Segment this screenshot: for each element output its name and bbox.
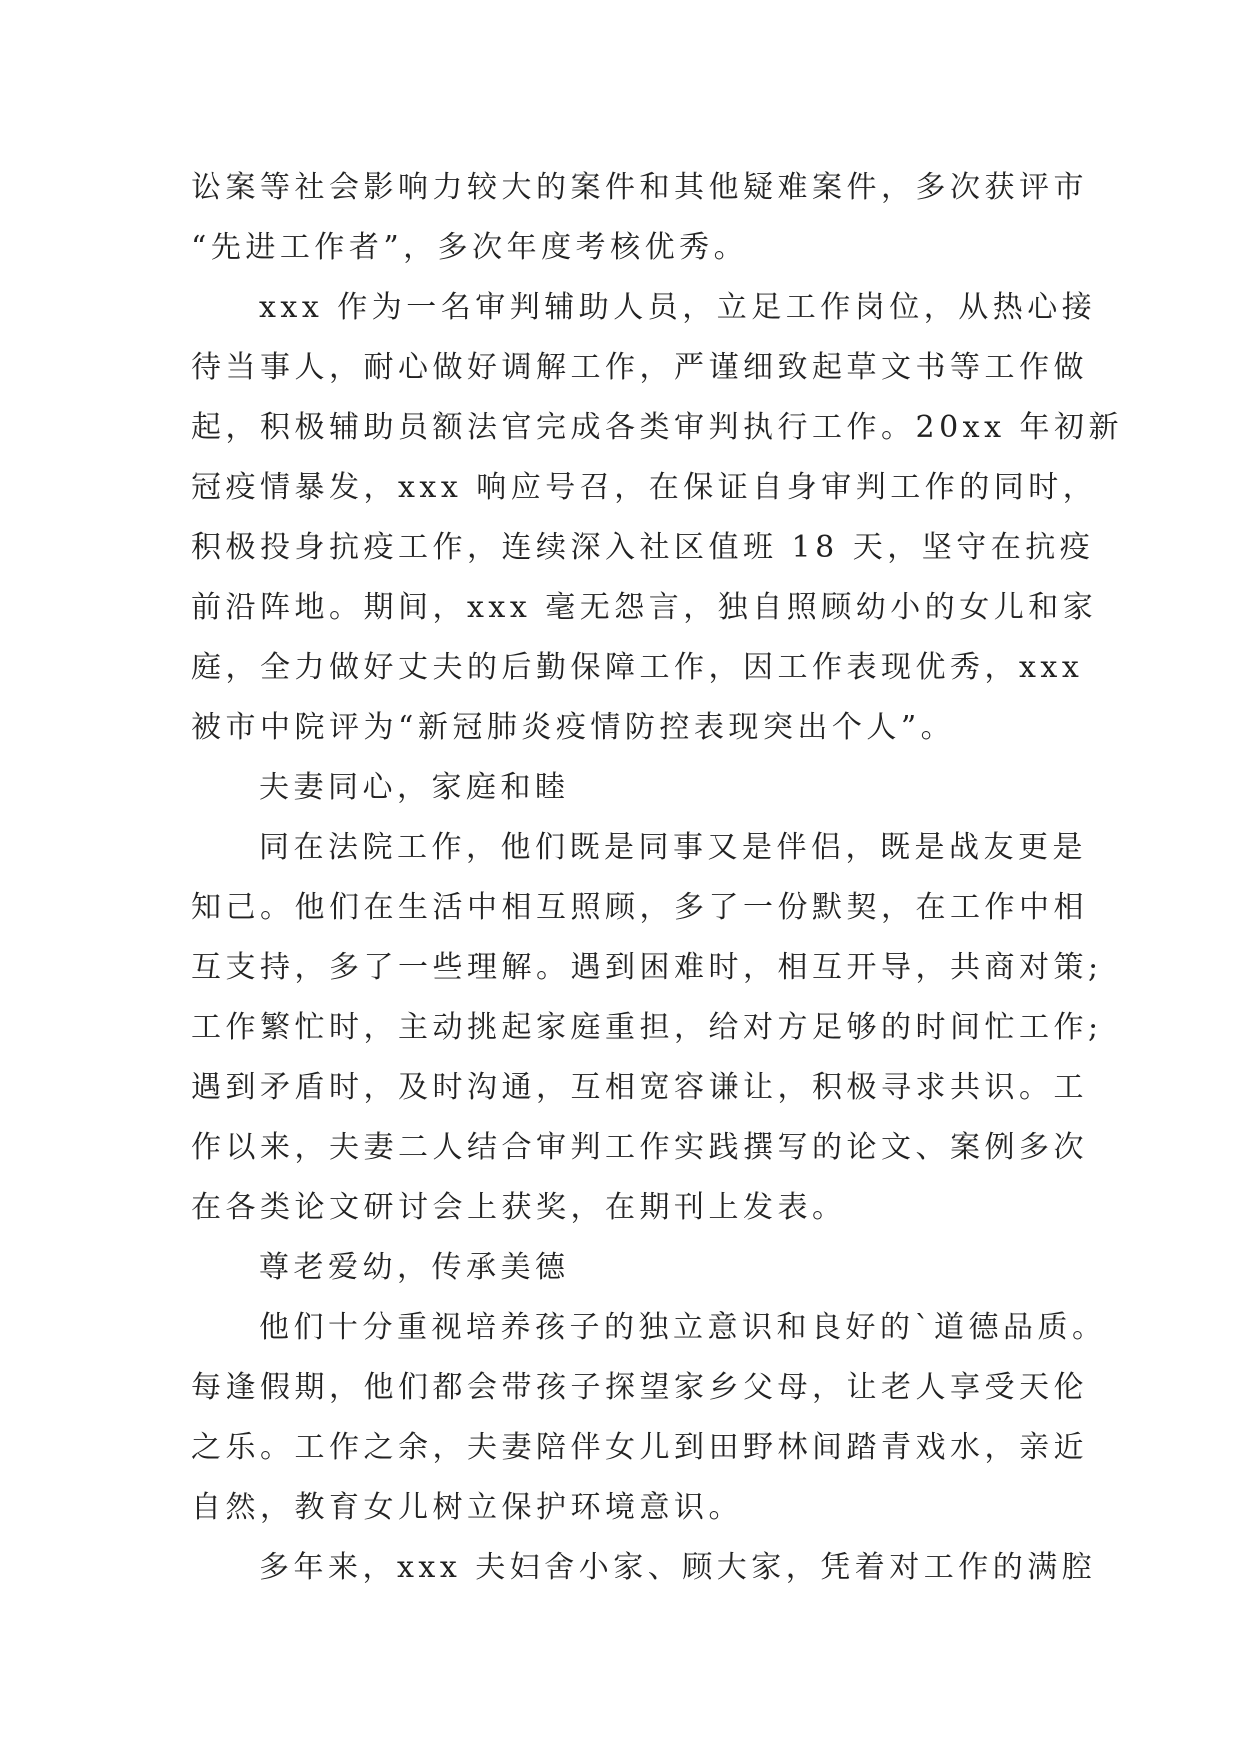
text-line: 庭，全力做好丈夫的后勤保障工作，因工作表现优秀，xxx xyxy=(191,650,1084,685)
text-line: 起，积极辅助员额法官完成各类审判执行工作。20xx 年初新 xyxy=(191,410,1124,445)
text-line: 在各类论文研讨会上获奖，在期刊上发表。 xyxy=(191,1190,847,1225)
document-body-text xyxy=(191,158,1124,1598)
text-line: 冠疫情暴发，xxx 响应号召，在保证自身审判工作的同时， xyxy=(191,470,1098,505)
text-line: 夫妻同心，家庭和睦 xyxy=(259,770,570,805)
text-line: 每逢假期，他们都会带孩子探望家乡父母，让老人享受天伦 xyxy=(191,1370,1088,1405)
text-line: 他们十分重视培养孩子的独立意识和良好的`道德品质。 xyxy=(259,1310,1107,1345)
text-line: 知己。他们在生活中相互照顾，多了一份默契，在工作中相 xyxy=(191,890,1088,925)
text-line: 讼案等社会影响力较大的案件和其他疑难案件，多次获评市 xyxy=(191,170,1088,205)
text-line: 工作繁忙时，主动挑起家庭重担，给对方足够的时间忙工作; xyxy=(191,1010,1103,1045)
text-line: 之乐。工作之余，夫妻陪伴女儿到田野林间踏青戏水，亲近 xyxy=(191,1430,1088,1465)
text-line: 遇到矛盾时，及时沟通，互相宽容谦让，积极寻求共识。工 xyxy=(191,1070,1088,1105)
text-line: 多年来，xxx 夫妇舍小家、顾大家，凭着对工作的满腔 xyxy=(259,1550,1097,1585)
text-line: 被市中院评为“新冠肺炎疫情防控表现突出个人”。 xyxy=(191,710,956,745)
text-line: 同在法院工作，他们既是同事又是伴侣，既是战友更是 xyxy=(259,830,1087,865)
text-line: xxx 作为一名审判辅助人员，立足工作岗位，从热心接 xyxy=(259,290,1097,325)
text-line: 积极投身抗疫工作，连续深入社区值班 18 天，坚守在抗疫 xyxy=(191,530,1095,565)
text-line: 作以来，夫妻二人结合审判工作实践撰写的论文、案例多次 xyxy=(191,1130,1088,1165)
text-line: 待当事人，耐心做好调解工作，严谨细致起草文书等工作做 xyxy=(191,350,1088,385)
text-line: 前沿阵地。期间，xxx 毫无怨言，独自照顾幼小的女儿和家 xyxy=(191,590,1098,625)
text-line: 尊老爱幼，传承美德 xyxy=(259,1250,570,1285)
text-line: 自然，教育女儿树立保护环境意识。 xyxy=(191,1490,743,1525)
text-line: “先进工作者”，多次年度考核优秀。 xyxy=(191,230,749,265)
text-line: 互支持，多了一些理解。遇到困难时，相互开导，共商对策; xyxy=(191,950,1103,985)
